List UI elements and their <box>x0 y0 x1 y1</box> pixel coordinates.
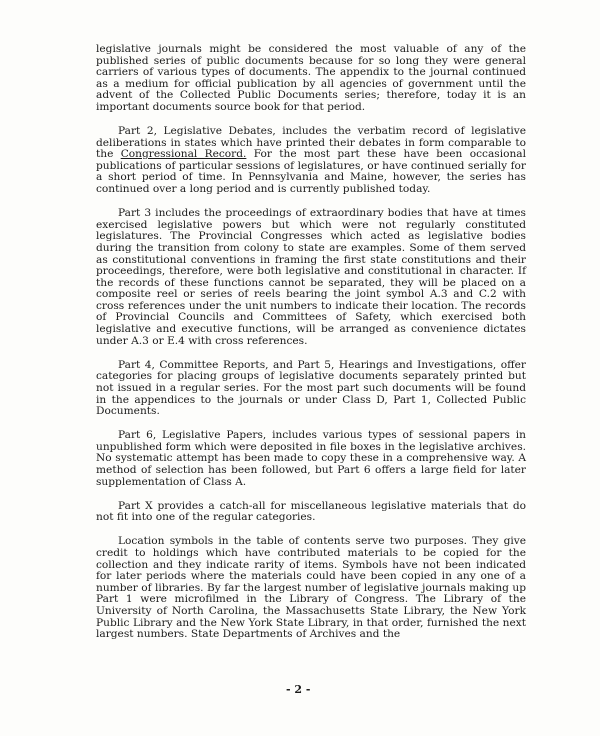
paragraph-continuation: legislative journals might be considered the most valuable of any of the published series of public documents because for so long they were general carriers of various types of documents. The appendix to the journal continued as a medium for official publication by all agencies of government until the advent of the Collected Public Documents series; therefore, today it is an important documents source book for that period. <box>96 43 526 113</box>
page-number: - 2 - <box>286 683 311 696</box>
part-2-text-before: Part 2, Legislative Debates, includes the verbatim record of legislative deliberations in states which have printed their debates in form comparable to the <box>96 125 526 161</box>
paragraph-part-3: Part 3 includes the proceedings of extraordinary bodies that have at times exercised legislative powers but which were not regularly constituted legislatures. The Provincial Congresses which acted as legislative bodies during the transition from colony to state are examples. Some of them served as constitutional conventions in framing the first state constitutions and their proceedings, therefore, were both legislative and constitutional in character. If the records of these functions cannot be separated, they will be placed on a composite reel or series of reels bearing the joint symbol A.3 and C.2 with cross references under the unit numbers to indicate their location. The records of Provincial Councils and Committees of Safety, which exercised both legislative and executive functions, will be arranged as convenience dictates under A.3 or E.4 with cross references. <box>96 207 526 347</box>
paragraph-part-6: Part 6, Legislative Papers, includes various types of sessional papers in unpublished form which were deposited in file boxes in the legislative archives. No systematic attempt has been made to copy these in a comprehensive way. A method of selection has been followed, but Part 6 offers a large field for later supplementation of Class A. <box>96 429 526 488</box>
paragraph-location-symbols: Location symbols in the table of contents serve two purposes. They give credit to holdings which have contributed materials to be copied for the collection and they indicate rarity of items. Symbols have not been indicated for later periods where the materials could have been copied in any one of a number of libraries. By far the largest number of legislative journals making up Part 1 were microfilmed in the Library of Congress. The Library of the University of North Carolina, the Massachusetts State Library, the New York Public Library and the New York State Library, in that order, furnished the next largest numbers. State Departments of Archives and the <box>96 535 526 641</box>
part-2-text-after: For the most part these have been occasional publications of particular sessions of legislatures, or have continued serially for a short period of time. In Pennsylvania and Maine, however, the series has continued over a long period and is currently published today. <box>96 148 526 196</box>
paragraph-part-2 <box>96 126 526 196</box>
paragraph-part-4-5: Part 4, Committee Reports, and Part 5, Hearings and Investigations, offer categories for placing groups of legislative documents separately printed but not issued in a regular series. For the most part such documents will be found in the appendices to the journals or under Class D, Part 1, Collected Public Documents. <box>96 358 526 418</box>
paragraph-part-x: Part X provides a catch-all for miscellaneous legislative materials that do not fit into one of the regular categories. <box>96 499 526 524</box>
congressional-record-title: Congressional Record. <box>120 148 247 161</box>
body-text <box>96 44 526 653</box>
